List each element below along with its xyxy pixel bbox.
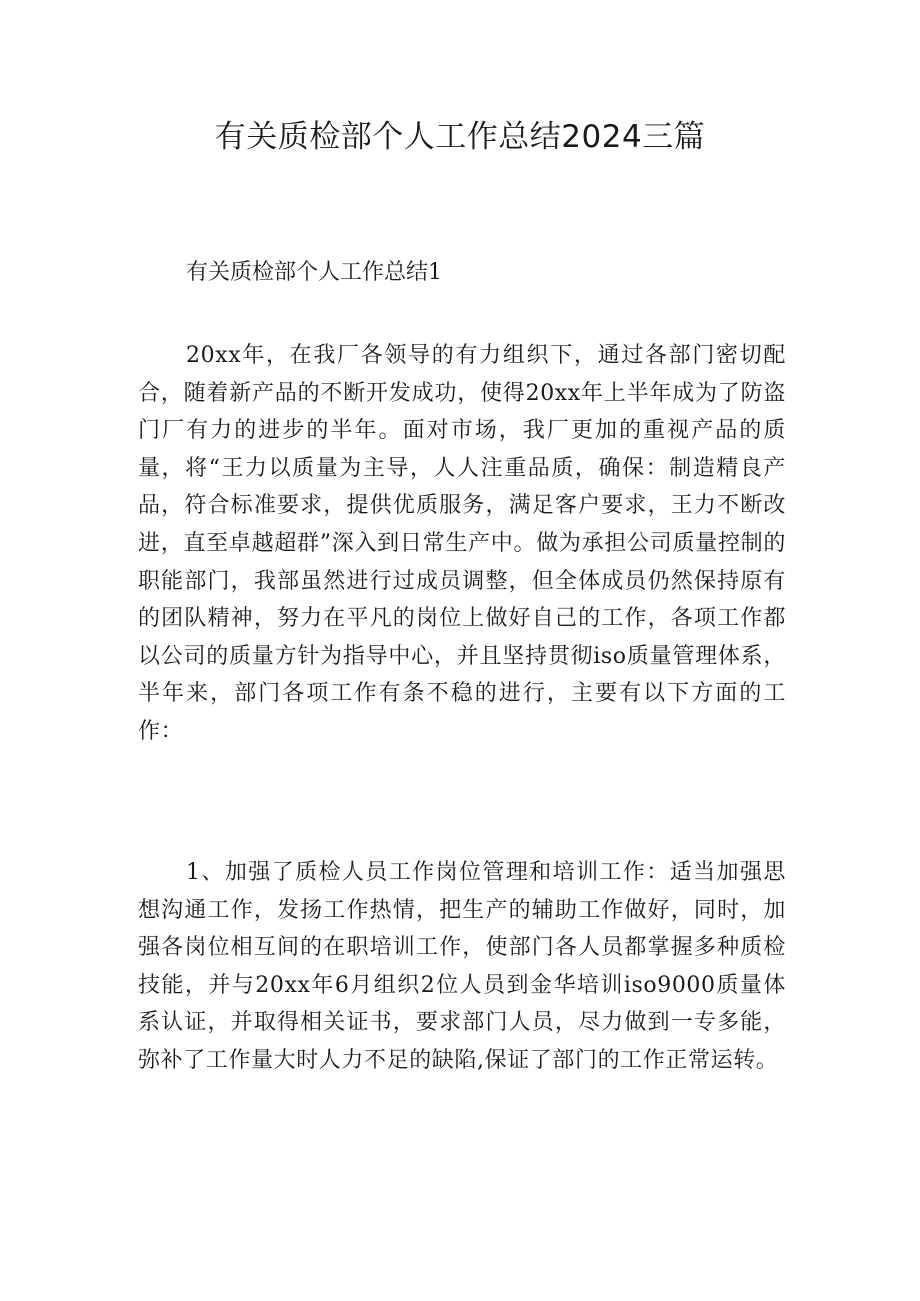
section-heading: 有关质检部个人工作总结1 [186,260,442,285]
document-title: 有关质检部个人工作总结2024三篇 [214,119,706,155]
body-paragraph-intro: 20xx年，在我厂各领导的有力组织下，通过各部门密切配合，随着新产品的不断开发成功，使得20xx年上半年成为了防盗门厂有力的进步的半年。面对市场，我厂更加的重视产品的质量，将“王力以质量为主导，人人注重品质，确保：制造精良产品，符合标准要求，提供优质服务，满足客户要求，王力不断改进，直至卓越超群”深入到日常生产中。做为承担公司质量控制的职能部门，我部虽然进行过成员调整，但全体成员仍然保持原有的团队精神，努力在平凡的岗位上做好自己的工作，各项工作都以公司的质量方针为指导中心，并且坚持贯彻iso质量管理体系，半年来，部门各项工作有条不稳的进行，主要有以下方面的工作： [138,343,786,744]
body-paragraph-item-1: 1、加强了质检人员工作岗位管理和培训工作：适当加强思想沟通工作，发扬工作热情，把生产的辅助工作做好，同时，加强各岗位相互间的在职培训工作，使部门各人员都掌握多种质检技能，并与20xx年6月组织2位人员到金华培训iso9000质量体系认证，并取得相关证书，要求部门人员，尽力做到一专多能，弥补了工作量大时人力不足的缺陷,保证了部门的工作正常运转。 [138,860,786,1073]
